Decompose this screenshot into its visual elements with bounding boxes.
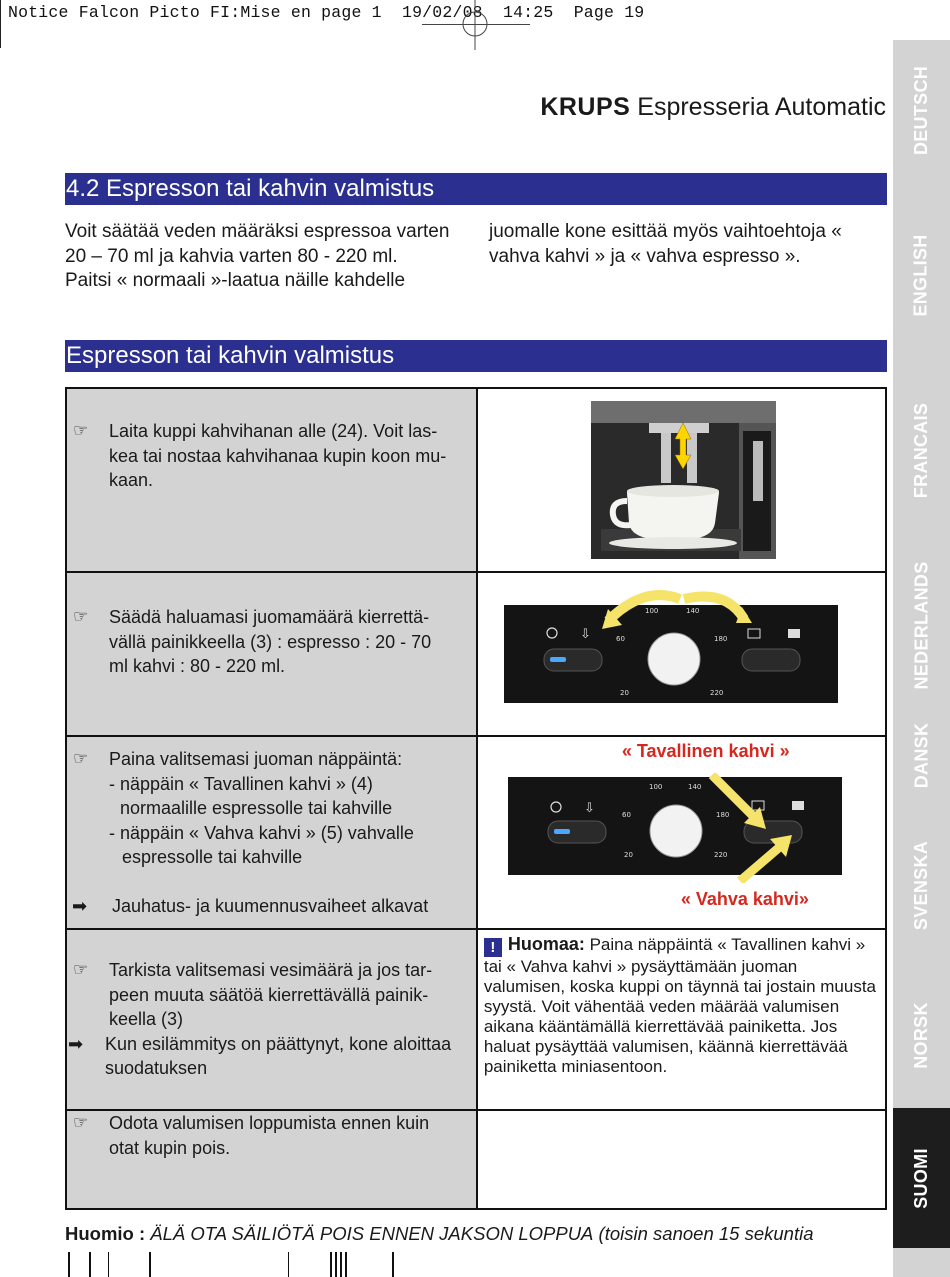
step-2-image-cell bbox=[477, 572, 886, 736]
step-row-1 bbox=[66, 388, 886, 572]
step-2-line-3: ml kahvi : 80 - 220 ml. bbox=[109, 656, 286, 676]
dial-label-60: 60 bbox=[621, 811, 631, 819]
step-3-text-cell bbox=[66, 736, 477, 929]
footer-text: ÄLÄ OTA SÄILIÖTÄ POIS ENNEN JAKSON LOPPUA bbox=[150, 1223, 594, 1244]
result-arrow-icon: ➡ bbox=[72, 895, 88, 916]
lang-tab-english[interactable]: ENGLISH bbox=[911, 233, 932, 317]
dial-label-140: 140 bbox=[687, 783, 702, 791]
dial-label-220: 220 bbox=[713, 851, 728, 859]
intro-paragraph-1: Voit säätää veden määräksi espressoa varten 20 – 70 ml ja kahvia varten 80 - 220 ml. bbox=[65, 221, 450, 267]
footer-warning bbox=[65, 1223, 814, 1245]
step-2-line-2: vällä painikkeella (3) : espresso : 20 - 70 bbox=[109, 631, 432, 652]
step-1-text-cell bbox=[66, 388, 477, 572]
language-sidebar bbox=[893, 40, 950, 1277]
product-name: Espresseria Automatic bbox=[637, 93, 886, 121]
step-4-result-line-2: suodatuksen bbox=[105, 1058, 208, 1078]
footer-text-tail: (toisin sanoen 15 sekuntia bbox=[598, 1223, 814, 1244]
note-heading: Huomaa: bbox=[507, 934, 585, 954]
dial-label-180: 180 bbox=[713, 635, 728, 643]
step-3-line-5: espressolle tai kahville bbox=[122, 847, 303, 867]
intro-paragraph-3: juomalle kone esittää myös vaihtoehtoja « vahva kahvi » ja « vahva espresso ». bbox=[489, 221, 842, 267]
section-heading-2 bbox=[65, 340, 887, 372]
steps-table bbox=[65, 387, 887, 1210]
dial-label-100: 100 bbox=[648, 783, 663, 791]
step-3-line-4: - näppäin « Vahva kahvi » (5) vahvalle bbox=[109, 822, 414, 843]
lang-tab-dansk[interactable]: DANSK bbox=[911, 722, 932, 788]
step-row-2 bbox=[66, 572, 886, 736]
step-3-result: Jauhatus- ja kuumennusvaiheet alkavat bbox=[112, 895, 429, 916]
dial-label-100: 100 bbox=[644, 607, 659, 615]
print-header: Notice Falcon Picto FI:Mise en page 1 19/02/08 14:25 Page 19 bbox=[8, 3, 645, 22]
step-5-text-cell bbox=[66, 1110, 477, 1209]
step-3-line-3: normaalille espressolle tai kahville bbox=[120, 798, 393, 818]
step-1-line-3: kaan. bbox=[109, 470, 154, 490]
result-arrow-icon: ➡ bbox=[68, 1033, 84, 1054]
control-panel-buttons-image bbox=[508, 773, 842, 883]
step-row-3 bbox=[66, 736, 886, 929]
intro-paragraph-2: Paitsi « normaali »-laatua näille kahdelle bbox=[65, 270, 406, 291]
exclamation-icon: ! bbox=[484, 938, 502, 957]
step-row-5 bbox=[66, 1110, 886, 1209]
lang-tab-deutsch[interactable]: DEUTSCH bbox=[911, 65, 932, 155]
lang-tab-nederlands[interactable]: NEDERLANDS bbox=[911, 560, 932, 690]
step-row-4 bbox=[66, 929, 886, 1110]
step-4-line-3: keella (3) bbox=[109, 1009, 184, 1029]
intro-left-column bbox=[65, 220, 465, 294]
step-4-text-cell bbox=[66, 929, 477, 1110]
crop-mark bbox=[0, 0, 1, 48]
section-heading-2-text: Espresson tai kahvin valmistus bbox=[66, 342, 395, 369]
step-4-line-2: peen muuta säätöä kierrettävällä painik- bbox=[109, 984, 429, 1005]
dial-label-140: 140 bbox=[685, 607, 700, 615]
pointing-hand-icon: ☞ bbox=[73, 1113, 89, 1132]
step-2-line-1: Säädä haluamasi juomamäärä kierrettä- bbox=[109, 607, 430, 627]
brand-name: KRUPS bbox=[540, 93, 631, 121]
step-5-empty-cell bbox=[477, 1110, 886, 1209]
note-box bbox=[478, 930, 885, 1077]
callout-strong-coffee: « Vahva kahvi» bbox=[680, 889, 809, 909]
barcode-icon bbox=[65, 1250, 405, 1277]
pointing-hand-icon: ☞ bbox=[73, 749, 89, 768]
step-1-line-2: kea tai nostaa kahvihanaa kupin koon mu- bbox=[109, 445, 447, 466]
note-text-2: tai « Vahva kahvi » pysäyttämään juoman valumisen, koska kuppi on täynnä tai jostain muusta syystä. Voit vähentää veden määrää valumisen aikana kääntämällä kierrettävää painiketta. Jos haluat pysäyttää valumisen, käännä kierrettävää painiketta miniasentoon. bbox=[483, 957, 877, 1076]
dial-label-60: 60 bbox=[615, 635, 625, 643]
pointing-hand-icon: ☞ bbox=[73, 607, 89, 626]
step-3-line-1: Paina valitsemasi juoman näppäintä: bbox=[109, 749, 403, 769]
step-3-line-2: - näppäin « Tavallinen kahvi » (4) bbox=[109, 773, 373, 794]
lang-tab-suomi[interactable]: SUOMI bbox=[893, 1108, 950, 1248]
control-panel-dial-image bbox=[504, 589, 838, 719]
pointing-hand-icon: ☞ bbox=[73, 960, 89, 979]
step-1-image-cell bbox=[477, 388, 886, 572]
lang-tab-svenska[interactable]: SVENSKA bbox=[911, 840, 931, 930]
svg-text:⇩: ⇩ bbox=[579, 627, 591, 642]
brand-header bbox=[540, 93, 886, 122]
intro-right-column bbox=[489, 220, 889, 269]
step-4-result-line-1: Kun esilämmitys on päättynyt, kone aloittaa bbox=[105, 1033, 452, 1054]
lang-tab-norsk[interactable]: NORSK bbox=[911, 1001, 932, 1069]
dial-label-220: 220 bbox=[709, 689, 724, 697]
note-text-1: Paina näppäintä « Tavallinen kahvi » bbox=[589, 935, 866, 954]
registration-mark-icon bbox=[458, 0, 492, 50]
section-heading-1 bbox=[65, 173, 887, 205]
pointing-hand-icon: ☞ bbox=[73, 421, 89, 440]
step-5-line-2: otat kupin pois. bbox=[109, 1137, 231, 1158]
coffee-cup-photo bbox=[591, 401, 776, 559]
footer-label: Huomio : bbox=[65, 1223, 146, 1244]
dial-label-20: 20 bbox=[619, 689, 629, 697]
step-3-image-cell bbox=[477, 736, 886, 929]
svg-text:⇩: ⇩ bbox=[583, 801, 595, 816]
note-cell bbox=[477, 929, 886, 1110]
step-5-line-1: Odota valumisen loppumista ennen kuin bbox=[109, 1113, 430, 1133]
step-4-line-1: Tarkista valitsemasi vesimäärä ja jos tar- bbox=[109, 960, 433, 980]
section-heading-1-text: 4.2 Espresson tai kahvin valmistus bbox=[66, 175, 435, 202]
callout-normal-coffee: « Tavallinen kahvi » bbox=[621, 741, 790, 761]
dial-label-20: 20 bbox=[623, 851, 633, 859]
step-2-text-cell bbox=[66, 572, 477, 736]
lang-tab-francais[interactable]: FRANCAIS bbox=[911, 402, 931, 498]
step-1-line-1: Laita kuppi kahvihanan alle (24). Voit las- bbox=[109, 421, 438, 441]
dial-label-180: 180 bbox=[715, 811, 730, 819]
